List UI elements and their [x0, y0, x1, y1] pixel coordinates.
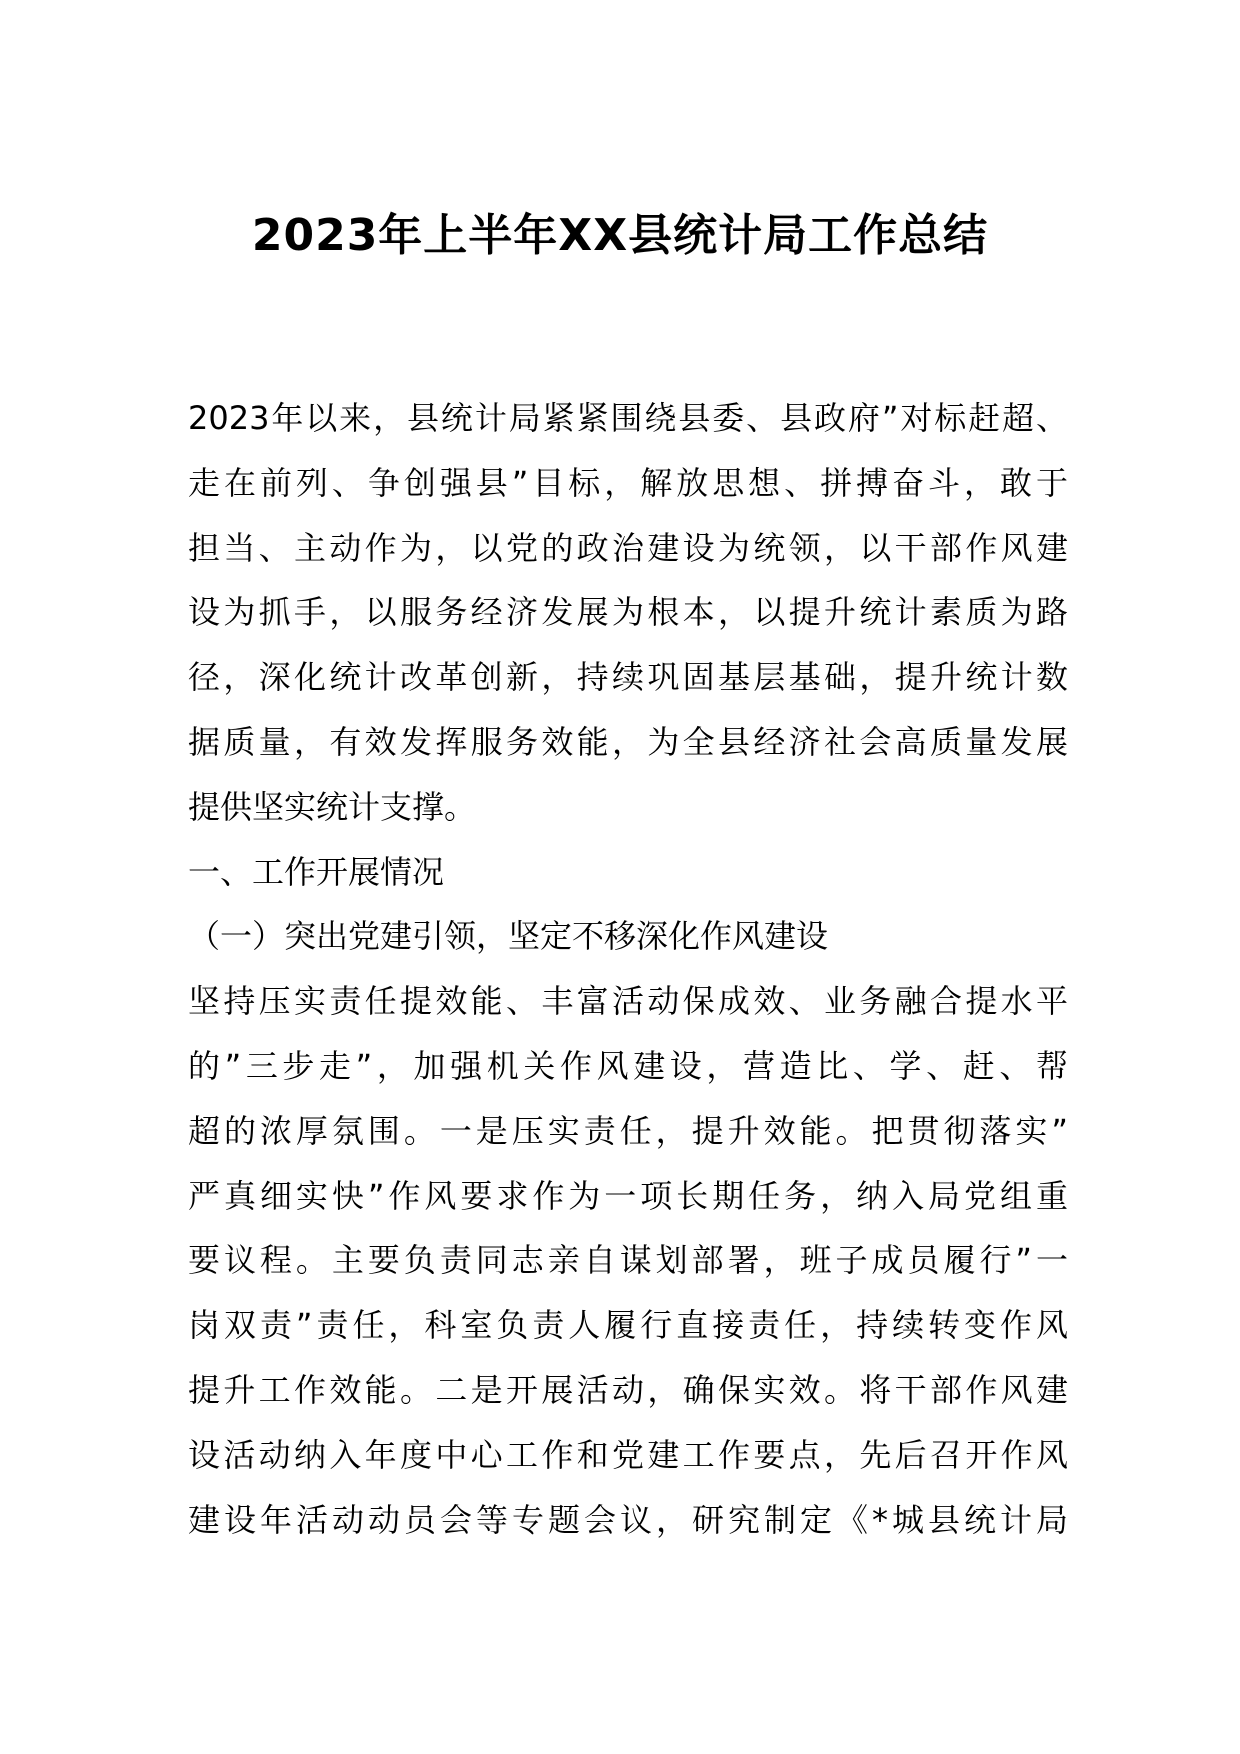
section-heading: 一、工作开展情况	[188, 852, 445, 891]
subsection-heading: （一）突出党建引领，坚定不移深化作风建设	[188, 917, 829, 956]
paragraph-line: 严真细实快”作风要求作为一项长期任务，纳入局党组重	[188, 1176, 1068, 1215]
paragraph-line: 要议程。主要负责同志亲自谋划部署，班子成员履行”一	[188, 1241, 1068, 1280]
document-title: 2023年上半年XX县统计局工作总结	[251, 210, 989, 261]
paragraph-line: 坚持压实责任提效能、丰富活动保成效、业务融合提水平	[188, 982, 1068, 1021]
paragraph-line: 担当、主动作为，以党的政治建设为统领，以干部作风建	[188, 528, 1068, 567]
paragraph-line: 走在前列、争创强县”目标，解放思想、拼搏奋斗，敢于	[188, 463, 1068, 502]
paragraph-line: 据质量，有效发挥服务效能，为全县经济社会高质量发展	[188, 722, 1068, 761]
paragraph-line: 的”三步走”，加强机关作风建设，营造比、学、赶、帮	[188, 1046, 1068, 1085]
paragraph-line: 岗双责”责任，科室负责人履行直接责任，持续转变作风	[188, 1306, 1068, 1345]
paragraph-line: 提供坚实统计支撑。	[188, 787, 477, 826]
document-body	[188, 386, 1068, 1552]
paragraph-line: 超的浓厚氛围。一是压实责任，提升效能。把贯彻落实”	[188, 1111, 1068, 1150]
paragraph-line: 提升工作效能。二是开展活动，确保实效。将干部作风建	[188, 1370, 1068, 1409]
paragraph-line: 设为抓手，以服务经济发展为根本，以提升统计素质为路	[188, 593, 1068, 632]
paragraph-line: 径，深化统计改革创新，持续巩固基层基础，提升统计数	[188, 658, 1068, 697]
paragraph-line: 建设年活动动员会等专题会议，研究制定《*城县统计局	[188, 1500, 1068, 1539]
paragraph-line: 设活动纳入年度中心工作和党建工作要点，先后召开作风	[188, 1435, 1068, 1474]
paragraph-line: 2023年以来，县统计局紧紧围绕县委、县政府”对标赶超、	[188, 399, 1068, 437]
